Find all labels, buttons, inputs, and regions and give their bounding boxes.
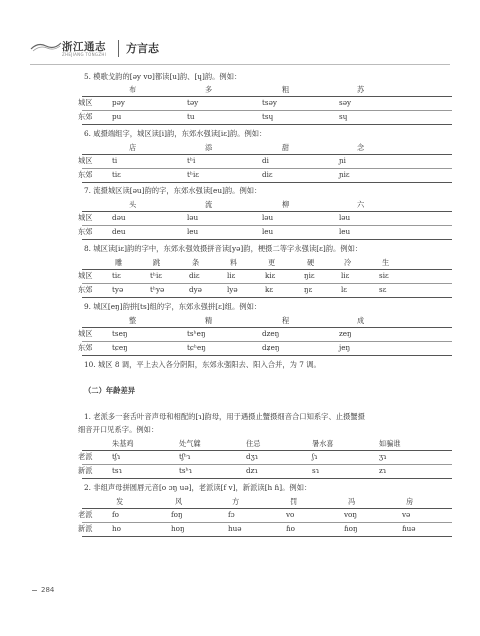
logo-subtitle: ZHEJIANG TONGZHI <box>62 52 107 57</box>
table-cell: leu <box>339 227 351 236</box>
note-5: 5. 模歌戈韵的[əy vʊ]都读[u]韵、[ɥ]韵。例如： <box>84 72 242 81</box>
table-cell: tɕʰeŋ <box>187 343 206 352</box>
table-cell: dzeŋ <box>262 329 280 338</box>
table-row <box>78 523 452 536</box>
table-cell: liɛ <box>227 271 236 280</box>
table-cell: ɲi <box>339 156 346 165</box>
table-cell: ŋɛ <box>304 285 313 294</box>
table-cell: 柳 <box>282 200 290 209</box>
table-cell: ɦoŋ <box>344 524 358 533</box>
book-title: 方言志 <box>126 42 159 55</box>
table-cell: leu <box>262 227 274 236</box>
table-rule <box>82 355 452 356</box>
table-cell: jeŋ <box>339 343 351 352</box>
table-rule <box>82 478 452 479</box>
table-cell: tsəy <box>262 98 277 107</box>
table-cell: 暑水喜 <box>312 439 334 448</box>
note-7: 7. 流摄城区读[əu]韵的字，东郊水强读[eu]韵。例如： <box>84 186 262 195</box>
table-rule <box>82 297 452 298</box>
row-label: 城区 <box>78 329 93 338</box>
table-cell: tiɛ <box>112 271 121 280</box>
table-cell: 布 <box>129 85 137 94</box>
table-cell: lɛ <box>341 285 348 294</box>
table-cell: 冷 <box>344 258 352 267</box>
note-10: 10. 城区 8 调，平上去入各分阴阳，东郊永强阳去、阳入合并，为 7 调。 <box>84 360 321 369</box>
header-rule <box>30 64 450 65</box>
table-cell: huə <box>228 524 242 533</box>
table-cell: təy <box>187 98 199 107</box>
table-cell: zɿ <box>379 466 387 475</box>
note-age-2: 2. 非组声母拼圆唇元音[o ɔŋ uə]，老派读[f v]，新派读[h ɦ]。例如： <box>84 483 312 492</box>
table-cell: tʃɿ <box>112 452 121 461</box>
table-rule <box>82 536 452 537</box>
row-label: 城区 <box>78 156 93 165</box>
page-number-value: 284 <box>41 586 55 594</box>
table-cell: 如骗谁 <box>379 439 401 448</box>
note-age-1: 1. 老派多一套舌叶音声母和相配的[ɿ]韵母，用于遇摄止蟹摄细音合口知系字、止摄蟹摄 <box>84 412 365 421</box>
table-row <box>78 328 452 341</box>
table-cell: 六 <box>357 200 365 209</box>
table-cell: leu <box>187 227 199 236</box>
note-6: 6. 咸摄端组字，城区读[i]韵，东郊水强读[iɛ]韵。例如： <box>84 129 267 138</box>
table-cell: tyə <box>112 285 124 294</box>
table-cell: sɥ <box>339 112 348 121</box>
row-label: 东郊 <box>78 343 93 352</box>
table-cell: 处气䢄 <box>179 439 201 448</box>
table-cell: 流 <box>205 200 213 209</box>
table-cell: ŋiɛ <box>304 271 315 280</box>
table-cell: dʑeŋ <box>262 343 280 352</box>
table-cell: diɛ <box>189 271 200 280</box>
row-label: 老派 <box>78 510 93 519</box>
table-cell: lyə <box>227 285 238 294</box>
section-heading: （二）年龄差异 <box>84 386 136 395</box>
table-cell: tʰiɛ <box>150 271 163 280</box>
table-cell: 风 <box>175 497 183 506</box>
note-8: 8. 城区读[iɛ]韵的字中，东郊永强效摄拼音读[yə]韵，梗摄二等字永强读[ɛ]韵。例如： <box>84 244 363 253</box>
table-cell: ʒɿ <box>379 452 387 461</box>
table-row <box>78 284 452 297</box>
note-age-1-cont: 细音开口见系字。例如： <box>78 425 159 434</box>
row-label: 城区 <box>78 213 93 222</box>
logo-icon <box>30 40 62 52</box>
table-cell: ti <box>112 156 118 165</box>
logo-title: 浙江通志 <box>62 41 106 53</box>
table-cell: 发 <box>116 497 124 506</box>
table-cell: 住忌 <box>246 439 261 448</box>
table-cell: ɦuə <box>402 524 416 533</box>
table-cell: tseŋ <box>112 329 128 338</box>
row-label: 东郊 <box>78 170 93 179</box>
row-label: 新派 <box>78 524 93 533</box>
table-cell: 硬 <box>307 258 315 267</box>
table-cell: kɛ <box>265 285 274 294</box>
table-cell: 房 <box>406 497 414 506</box>
row-label: 新派 <box>78 466 93 475</box>
table-row <box>78 97 452 110</box>
table-cell: vo <box>286 510 295 519</box>
table-cell: tsɥ <box>262 112 274 121</box>
table-cell: pu <box>112 112 122 121</box>
table-cell: liɛ <box>341 271 350 280</box>
table-cell: 料 <box>230 258 238 267</box>
table-cell: 苏 <box>357 85 365 94</box>
table-cell: səy <box>339 98 352 107</box>
table-cell: tu <box>187 112 195 121</box>
table-cell: və <box>402 510 411 519</box>
table-row <box>78 451 452 464</box>
table-cell: tɕeŋ <box>112 343 128 352</box>
table-row <box>78 155 452 168</box>
table-cell: 店 <box>129 143 137 152</box>
table-cell: 头 <box>129 200 137 209</box>
table-cell: zeŋ <box>339 329 352 338</box>
page-header <box>0 0 480 66</box>
row-label: 老派 <box>78 452 93 461</box>
table-cell: fo <box>112 510 119 519</box>
table-row <box>78 270 452 283</box>
table-cell: tsʰɿ <box>179 466 192 475</box>
table-cell: 冯 <box>348 497 356 506</box>
table-cell: 粗 <box>282 85 290 94</box>
table-cell: 方 <box>232 497 240 506</box>
table-cell: 添 <box>205 143 213 152</box>
table-cell: ho <box>112 524 121 533</box>
table-cell: 条 <box>192 258 200 267</box>
table-cell: sɿ <box>312 466 319 475</box>
row-label: 东郊 <box>78 285 93 294</box>
table-cell: siɛ <box>379 271 389 280</box>
table-cell: tsɿ <box>112 466 122 475</box>
header-divider <box>118 40 119 57</box>
table-cell: dʒɿ <box>246 452 258 461</box>
row-label: 城区 <box>78 98 93 107</box>
table-cell: di <box>262 156 269 165</box>
table-row <box>78 509 452 522</box>
note-9: 9. 城区[eŋ]韵拼[ts]组的字，东郊永强拼[ɛ]组。例如： <box>84 302 262 311</box>
table-row <box>78 342 452 355</box>
table-cell: 朱基鸡 <box>112 439 134 448</box>
table-cell: deu <box>112 227 126 236</box>
table-cell: foŋ <box>171 510 183 519</box>
table-row <box>78 111 452 124</box>
table-cell: fɔ <box>228 510 235 519</box>
table-cell: tsʰeŋ <box>187 329 206 338</box>
row-label: 城区 <box>78 271 93 280</box>
table-cell: 罚 <box>290 497 298 506</box>
table-rule <box>82 124 452 125</box>
table-cell: 甜 <box>282 143 290 152</box>
table-cell: 跳 <box>153 258 161 267</box>
table-cell: kiɛ <box>265 271 276 280</box>
table-cell: 成 <box>357 316 365 325</box>
table-cell: dəu <box>112 213 126 222</box>
table-cell: ɦo <box>286 524 295 533</box>
table-cell: tʰi <box>187 156 196 165</box>
page-number <box>32 586 54 594</box>
page-number-marker <box>32 590 37 591</box>
table-cell: 多 <box>205 85 213 94</box>
table-cell: pəy <box>112 98 125 107</box>
row-label: 东郊 <box>78 227 93 236</box>
table-cell: 雕 <box>115 258 123 267</box>
table-cell: 生 <box>382 258 390 267</box>
table-cell: ʃɿ <box>312 452 318 461</box>
table-cell: sɛ <box>379 285 387 294</box>
table-cell: 整 <box>129 316 137 325</box>
table-cell: tiɛ <box>112 170 121 179</box>
table-row <box>78 169 452 182</box>
table-cell: hoŋ <box>171 524 185 533</box>
table-cell: 程 <box>282 316 290 325</box>
table-cell: diɛ <box>262 170 273 179</box>
table-cell: dzɿ <box>246 466 258 475</box>
table-cell: voŋ <box>344 510 358 519</box>
table-cell: tʰiɛ <box>187 170 200 179</box>
table-row <box>78 465 452 478</box>
table-cell: 精 <box>205 316 213 325</box>
table-cell: tʰyə <box>150 285 165 294</box>
table-cell: ləu <box>339 213 351 222</box>
table-rule <box>82 182 452 183</box>
table-cell: 念 <box>357 143 365 152</box>
row-label: 东郊 <box>78 112 93 121</box>
table-row <box>78 226 452 239</box>
table-cell: ɲiɛ <box>339 170 350 179</box>
table-row <box>78 212 452 225</box>
table-cell: ləu <box>187 213 199 222</box>
table-rule <box>82 239 452 240</box>
table-cell: dyə <box>189 285 202 294</box>
table-cell: ləu <box>262 213 274 222</box>
table-cell: 更 <box>268 258 276 267</box>
table-cell: tʃʰɿ <box>179 452 191 461</box>
